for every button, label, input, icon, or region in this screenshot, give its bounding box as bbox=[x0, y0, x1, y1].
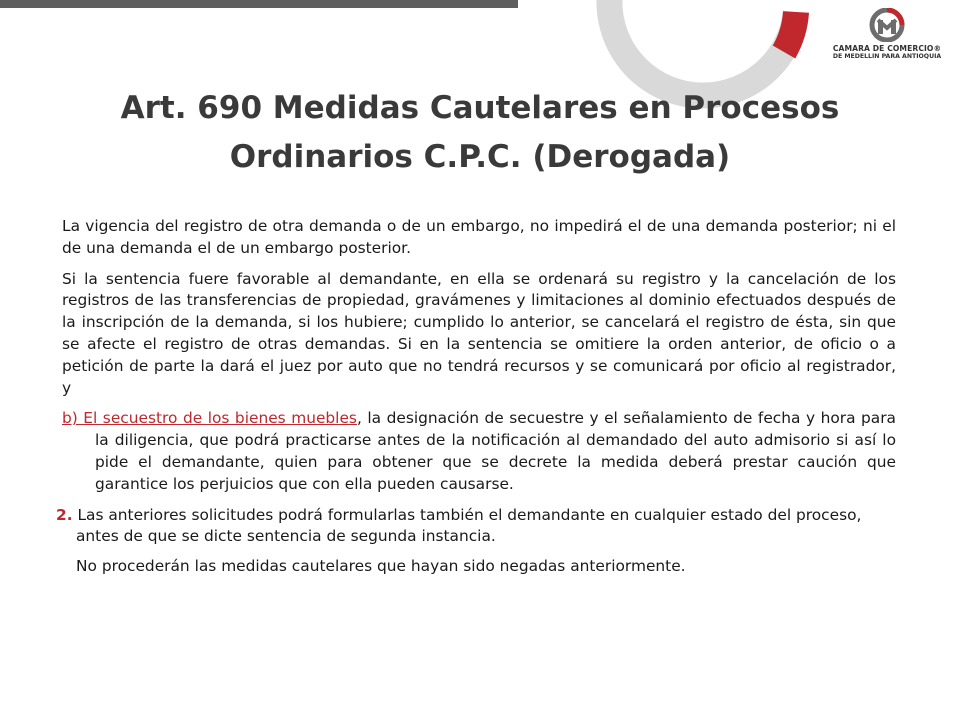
title-line-1: Art. 690 Medidas Cautelares en Procesos bbox=[120, 90, 840, 126]
item-b-text: , la designación de secuestre y el señalamiento de fecha y hora para la diligencia, que podrá practicarse antes de la notificación al demandado del auto admisorio si así lo pide el demandante, quien para obtener que se decrete la medida deberá prestar caución que garantice los perjuicios que con ella pueden causarse. bbox=[95, 409, 896, 493]
logo-text-line2: DE MEDELLIN PARA ANTIOQUIA bbox=[832, 53, 942, 60]
slide-body bbox=[56, 216, 896, 578]
slide-title bbox=[40, 84, 920, 182]
logo bbox=[822, 8, 952, 80]
paragraph-1: La vigencia del registro de otra demanda o de un embargo, no impedirá el de una demanda posterior; ni el de una demanda el de un embargo posterior. bbox=[62, 217, 896, 257]
item-2-number: 2. bbox=[56, 505, 73, 524]
logo-text-line1: CAMARA DE COMERCIO® bbox=[832, 44, 942, 53]
top-bar-decoration bbox=[0, 0, 518, 8]
item-b-link[interactable]: b) El secuestro de los bienes muebles bbox=[62, 409, 357, 428]
chamber-logo-icon bbox=[865, 8, 909, 42]
item-2-text: Las anteriores solicitudes podrá formularlas también el demandante en cualquier estado del proceso, antes de que se dicte sentencia de segunda instancia. bbox=[72, 505, 862, 546]
item-b bbox=[62, 408, 896, 495]
title-line-2: Ordinarios C.P.C. (Derogada) bbox=[229, 139, 731, 175]
item-2 bbox=[56, 505, 890, 549]
paragraph-2: Si la sentencia fuere favorable al demandante, en ella se ordenará su registro y la cancelación de los registros de las transferencias de propiedad, gravámenes y limitaciones al dominio efectuados después de la inscripción de la demanda, si los hubiere; cumplido lo anterior, se cancelará el registro de ésta, sin que se afecte el registro de otras demandas. Si en la sentencia se omitiere la orden anterior, de oficio o a petición de parte la dará el juez por auto que no tendrá recursos y se comunicará por oficio al registrador, y bbox=[62, 269, 896, 397]
final-paragraph: No procederán las medidas cautelares que hayan sido negadas anteriormente. bbox=[76, 557, 686, 576]
